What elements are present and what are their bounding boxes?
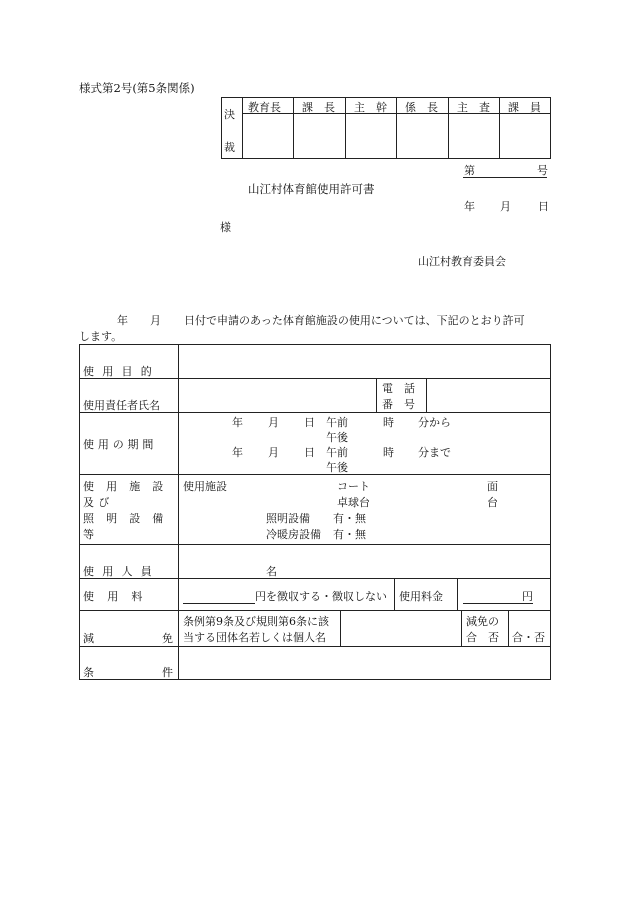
period-to-am: 午前 bbox=[326, 446, 348, 459]
facility-court-unit: 面 bbox=[487, 480, 498, 493]
doc-number-dai: 第 bbox=[464, 164, 475, 177]
period-from-day: 日 bbox=[304, 416, 315, 429]
facility-table-tennis-unit: 台 bbox=[487, 496, 498, 509]
period-to-year: 年 bbox=[232, 446, 243, 459]
phone-label-2: 番 号 bbox=[382, 398, 415, 411]
period-to-pm: 午後 bbox=[326, 461, 348, 474]
approval-col-2: 課 長 bbox=[302, 101, 335, 114]
people-label: 使用人員 bbox=[83, 565, 160, 578]
period-from-hour: 時 bbox=[383, 416, 394, 429]
intro-month: 月 bbox=[150, 314, 161, 327]
purpose-label: 使用目的 bbox=[83, 365, 160, 378]
exemption-ok-value: 合・否 bbox=[512, 631, 545, 644]
fee-amount-label: 使用料金 bbox=[399, 590, 443, 603]
form-number: 様式第2号(第5条関係) bbox=[79, 81, 195, 95]
facility-label-1: 使用施設 bbox=[83, 480, 176, 493]
fee-label: 使用料 bbox=[83, 590, 156, 603]
facility-use: 使用施設 bbox=[183, 480, 227, 493]
period-to-month: 月 bbox=[268, 446, 279, 459]
exemption-label-1: 減 bbox=[83, 632, 94, 645]
facility-aircon: 冷暖房設備 bbox=[266, 528, 321, 541]
exemption-ok-label-1: 減免の bbox=[466, 615, 499, 628]
period-to-hour: 時 bbox=[383, 446, 394, 459]
page-title: 山江村体育館使用許可書 bbox=[248, 182, 375, 196]
facility-lighting-option: 有・無 bbox=[333, 512, 366, 525]
facility-table-tennis: 卓球台 bbox=[337, 496, 370, 509]
issuer: 山江村教育委員会 bbox=[418, 255, 506, 268]
conditions-label-1: 条 bbox=[83, 666, 94, 679]
conditions-label-2: 件 bbox=[162, 666, 173, 679]
addressee-sama: 様 bbox=[220, 221, 231, 234]
date-day: 日 bbox=[538, 200, 549, 213]
intro-year: 年 bbox=[117, 314, 128, 327]
period-to-day: 日 bbox=[304, 446, 315, 459]
period-from-month: 月 bbox=[268, 416, 279, 429]
date-year: 年 bbox=[464, 200, 475, 213]
period-from-label: 分から bbox=[418, 416, 451, 429]
responsible-label: 使用責任者氏名 bbox=[83, 399, 160, 412]
approval-col-3: 主 幹 bbox=[354, 101, 387, 114]
intro-line-2: します。 bbox=[79, 330, 123, 343]
approval-col-4: 係 長 bbox=[405, 101, 438, 114]
fee-yen: 円 bbox=[522, 590, 533, 603]
period-to-label: 分まで bbox=[418, 446, 451, 459]
period-from-am: 午前 bbox=[326, 416, 348, 429]
facility-label-4: 等 bbox=[83, 528, 94, 541]
facility-label-3: 照明設備 bbox=[83, 512, 176, 525]
facility-court: コート bbox=[337, 480, 370, 493]
exemption-text-1: 条例第9条及び規則第6条に該 bbox=[183, 615, 329, 628]
approval-col-5: 主 査 bbox=[457, 101, 490, 114]
people-unit: 名 bbox=[266, 565, 277, 578]
approval-col-1: 教育長 bbox=[248, 101, 281, 114]
period-label: 使用の期間 bbox=[83, 438, 158, 451]
period-from-year: 年 bbox=[232, 416, 243, 429]
approval-title-top: 決 bbox=[224, 108, 235, 121]
facility-lighting: 照明設備 bbox=[266, 512, 310, 525]
facility-label-2: 及び bbox=[83, 496, 114, 509]
exemption-text-2: 当する団体名若しくは個人名 bbox=[183, 631, 326, 644]
intro-line-1: 日付で申請のあった体育館施設の使用については、下記のとおり許可 bbox=[184, 314, 525, 327]
date-month: 月 bbox=[500, 200, 511, 213]
period-from-pm: 午後 bbox=[326, 431, 348, 444]
approval-col-6: 課 員 bbox=[508, 101, 541, 114]
facility-aircon-option: 有・無 bbox=[333, 528, 366, 541]
phone-label-1: 電 話 bbox=[382, 382, 415, 395]
exemption-label-2: 免 bbox=[162, 632, 173, 645]
exemption-ok-label-2: 合 否 bbox=[466, 631, 499, 644]
fee-collect: 円を徴収する・徴収しない bbox=[255, 590, 387, 603]
doc-number-go: 号 bbox=[537, 164, 548, 177]
approval-title-bottom: 裁 bbox=[224, 141, 235, 154]
